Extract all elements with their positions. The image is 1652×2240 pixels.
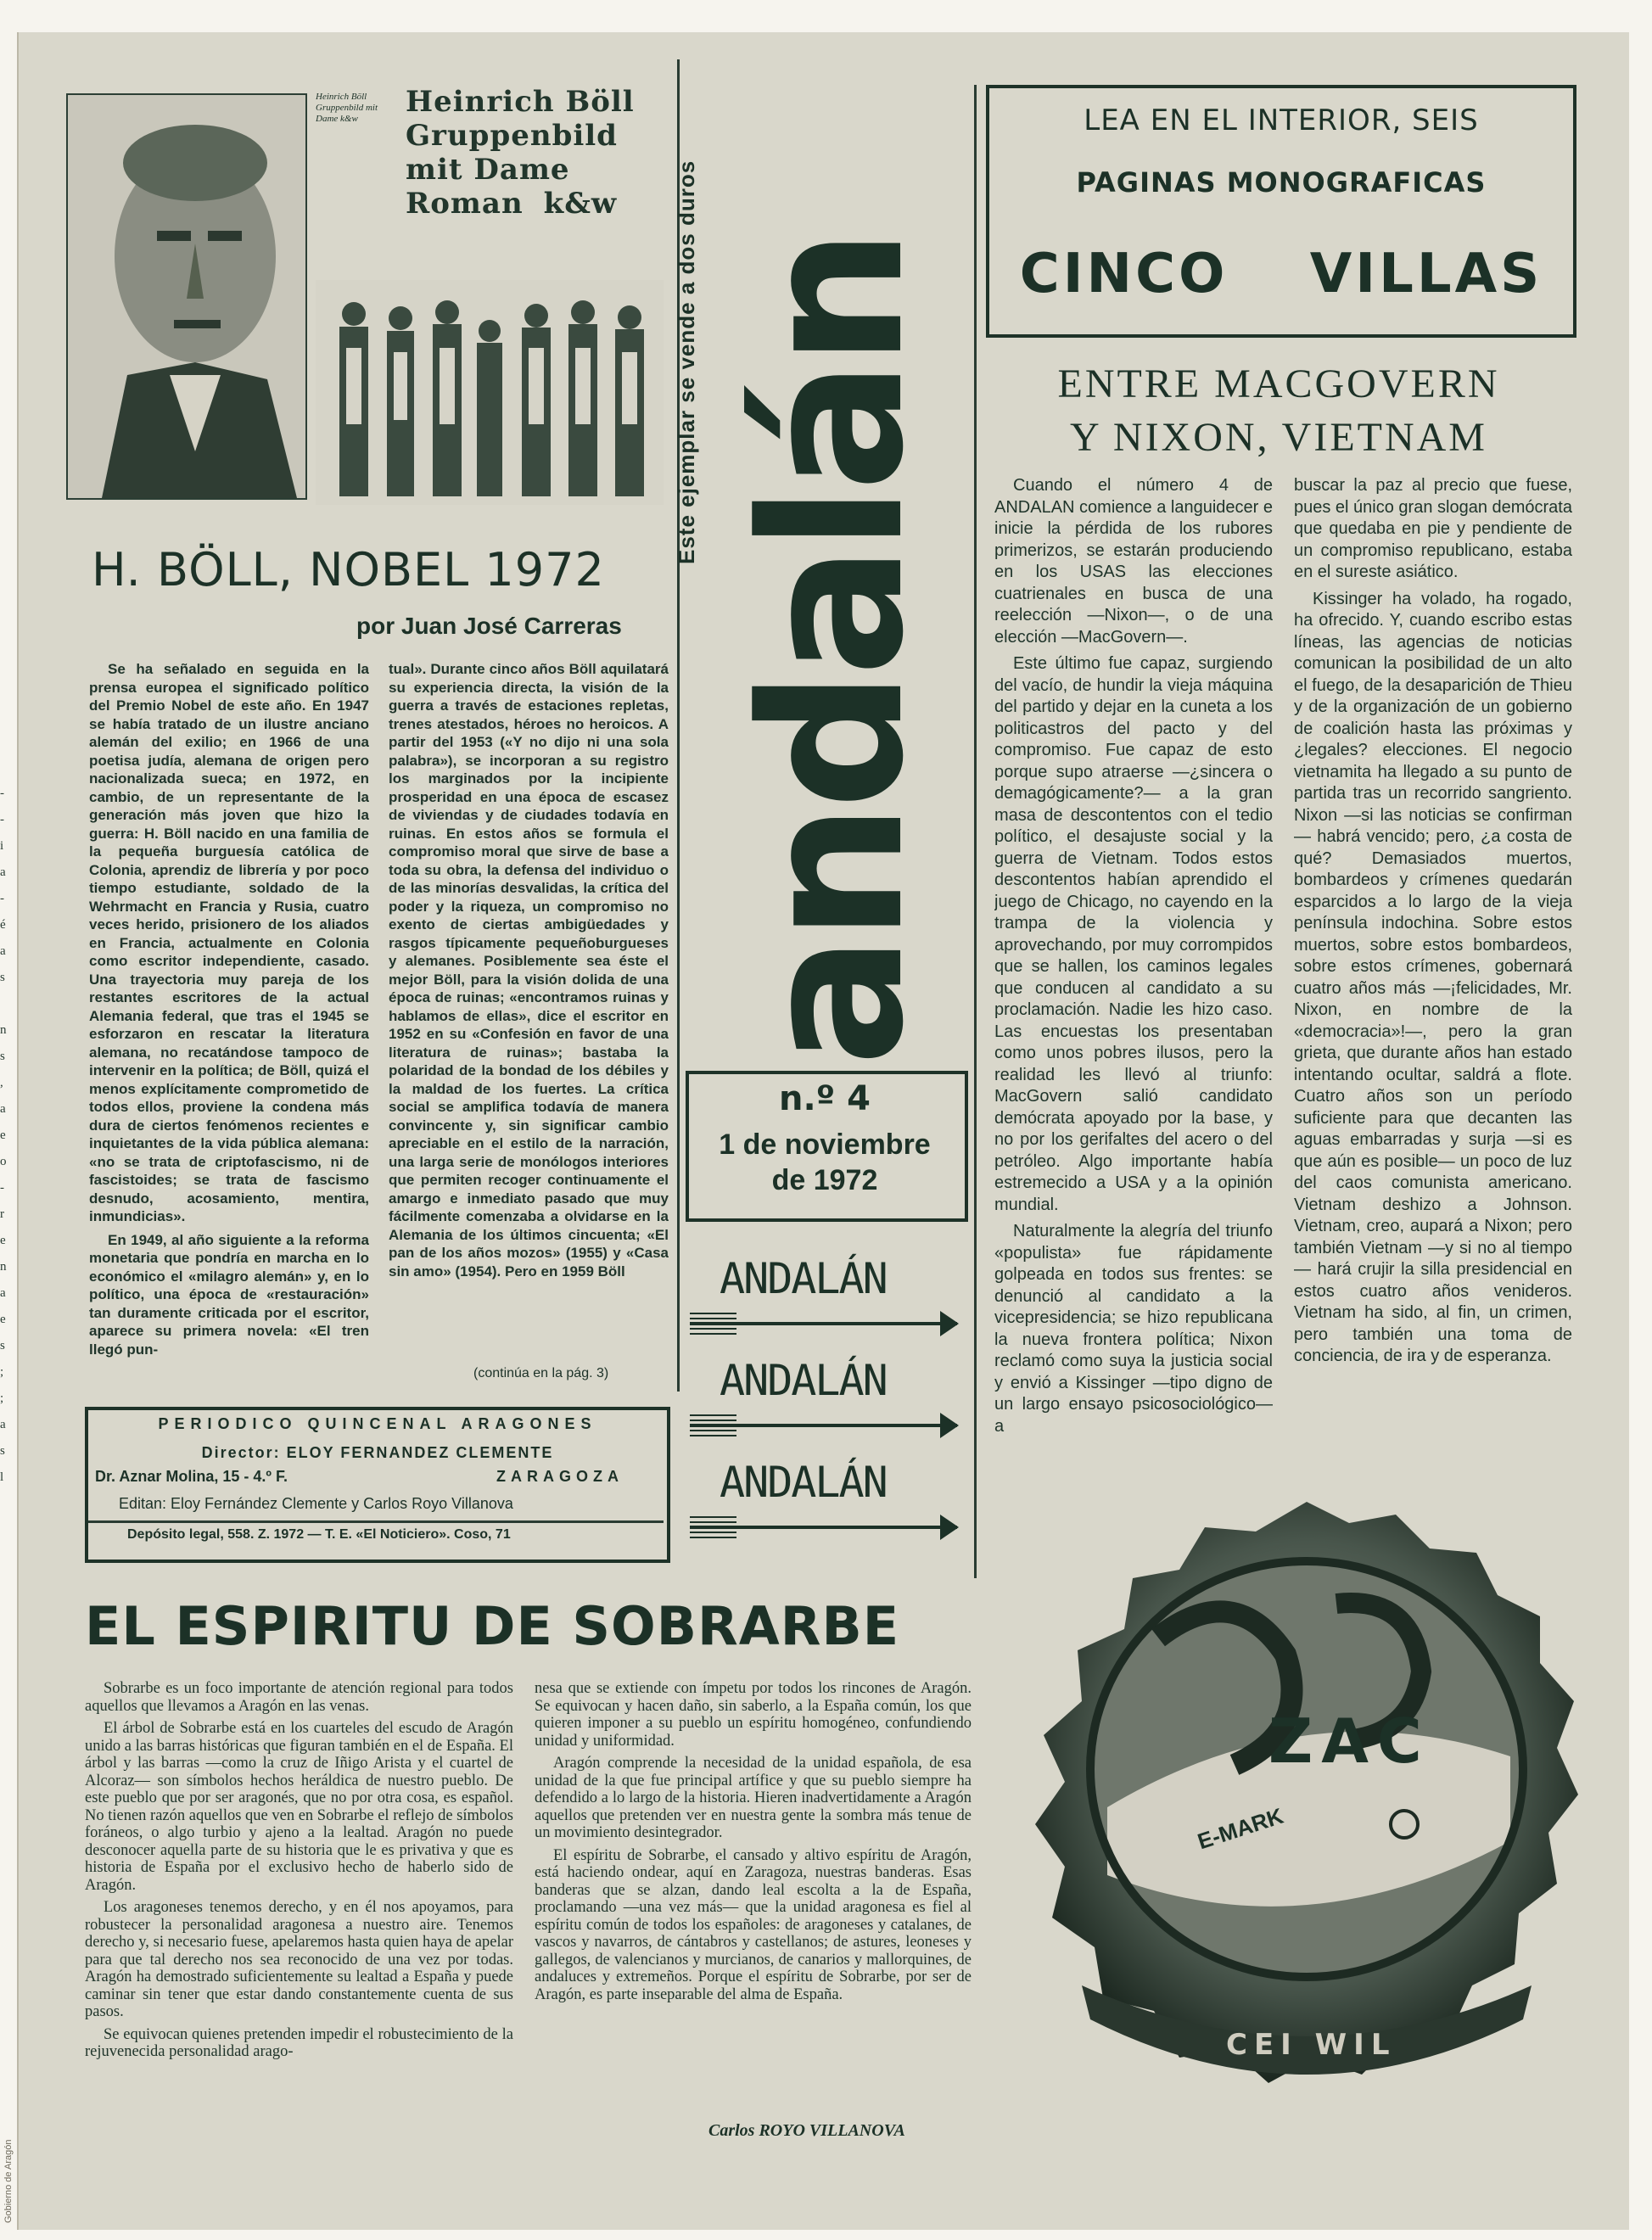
boll-continue-note: (continúa en la pág. 3) xyxy=(473,1366,609,1380)
sobrarbe-col1-para-2: El árbol de Sobrarbe está en los cuarteles del escudo de Aragón unido a las barras históricas que figuran también en el de España. El árbol y las barras —como la cruz de Iñigo Arista y el cuartel de Alcoraz— son símbolos hechos heráldica de nuestro pueblo. De este pueblo que por ser aragonés, que no por otra cosa, es español. No tienen razón aquellos que ven en Sobrarbe el reflejo de símbolos foráneos, o algo turbio y ajeno a la lealtad. Aragón no puede desconocer aquella parte de su historia que le es privativa y que es historia de España por el exclusivo hecho de haberlo sido de Aragón. xyxy=(85,1720,513,1894)
issue-date: 1 de noviembre xyxy=(719,1128,931,1161)
stamp-2 xyxy=(686,1349,966,1442)
issue-year: de 1972 xyxy=(771,1164,878,1196)
fork-icon xyxy=(686,1408,966,1442)
bottle-cap-illustration xyxy=(1014,1476,1599,2147)
vietnam-column-1 xyxy=(994,475,1273,1434)
boll-headline: H. BÖLL, NOBEL 1972 xyxy=(92,543,605,596)
sobrarbe-signature: Carlos ROYO VILLANOVA xyxy=(708,2121,905,2140)
masthead-director: Director: ELOY FERNANDEZ CLEMENTE xyxy=(201,1444,554,1461)
fork-icon xyxy=(686,1510,966,1544)
masthead-city: ZARAGOZA xyxy=(496,1468,624,1485)
boll-col2-para-1: tual». Durante cinco años Böll aquilatará su experiencia directa, la visión de la guerra a través de estaciones repletas, trenes atestados, héroes no heroicos. A partir del 1953 («Y no dijo ni una sola palabra»), se incorporan a su registro los marginados por la incipiente prosperidad en una época de escasez de viviendas y de ciudades todavía en ruinas. En estos años se formula el compromiso moral que sirve de base a toda su obra, la defensa del individuo o de las minorías desvalidas, la crítica del poder y la riqueza, un compromiso no exento de ciertas ambigüedades y rasgos típicamente pequeñoburgueses y alemanes. Posiblemente sea éste el mejor Böll, para la visión dolida de una época de ruinas; «encontramos ruinas y hablamos de ellas», dice el escritor en 1952 en su «Confesión en favor de una literatura de ruinas»; bastaba la polaridad de la bondad de los débiles y la maldad de los fuertes. La crítica social se amplifica todavía de manera convincente y, sin significar cambio apreciable en el estilo de la narración, una larga serie de monólogos interiores que permiten recoger continuamente el amargo e inmediato pasado que muy fácilmente comenzaba a olvidarse en la Alemania de los últimos cincuenta; «El pan de los años mozos» (1955) y «Casa sin amo» (1954). Pero en 1959 Böll xyxy=(389,661,669,1280)
boll-column-2 xyxy=(389,660,669,1371)
vietnam-headline-1: ENTRE MACGOVERN xyxy=(1057,361,1500,406)
stamp-3-text: ANDALÁN xyxy=(720,1458,887,1507)
cap-letters: ZAC xyxy=(1268,1705,1431,1777)
vietnam-column-2 xyxy=(1294,475,1572,1434)
banner-title: Gruppenbild xyxy=(406,119,618,153)
promo-line-1: LEA EN EL INTERIOR, SEIS xyxy=(1084,104,1479,137)
andalan-logo: andalán xyxy=(720,234,947,1067)
stamp-2-text: ANDALÁN xyxy=(720,1356,887,1405)
boll-portrait-photo xyxy=(66,93,307,500)
masthead-editors: Editan: Eloy Fernández Clemente y Carlos Royo Villanova xyxy=(119,1495,513,1512)
book-banner xyxy=(406,85,652,221)
sobrarbe-column-2 xyxy=(535,1680,972,2117)
sobrarbe-col2-para-1: nesa que se extiende con ímpetu por todos los rincones de Aragón. Se equivocan y hacen daño, sin saberlo, a la España común, los que quieren imponer a su pueblo un espíritu homogéneo, confundiendo unidad y uniformidad. xyxy=(535,1680,972,1750)
vietnam-col2-para-2: Kissinger ha volado, ha rogado, ha ofrecido. Y, cuando escribo estas líneas, las agencias de noticias comunican la posibilidad de un alto el fuego, de la desaparición de Thieu y de la organización de un gobierno de coalición hasta las próximas y ¿legales? elecciones. El negocio vietnamita ha llegado a su punto de partida tras un recorrido sangriento. Nixon —si las noticias se confirman— habrá vencido; pero, ¿a costa de qué? Demasiados muertos, bombardeos y crímenes quedarán esparcidos a lo largo de la vieja península indochina. Sobre estos muertos, sobre estos bombardeos, sobre estos crímenes, gobernará cuatro años más —¡felicidades, Mr. Nixon, en nombre de la «democracia»!—, pero la gran grieta, que durante años han estado intentando ocultar, saldrá a flote. Cuatro años son un período suficiente para que decanten las aguas embarradas y surja —si es que aún es posible— un poco de luz del caos comunista americano. Vietnam deshizo a Johnson. Vietnam, creo, aupará a Nixon; pero también Vietnam —y si no al tiempo— hará crujir la silla presidencial en estos cuatro años venideros. Vietnam ha sido, al fin, un crimen, pero también una toma de conciencia, de ira y de esperanza. xyxy=(1294,589,1572,1365)
banner-author: Heinrich Böll xyxy=(406,85,635,119)
boll-byline: por Juan José Carreras xyxy=(356,613,622,639)
logo-wrap xyxy=(713,78,967,1071)
sobrarbe-col1-para-4: Se equivocan quienes pretenden impedir el robustecimiento de la rejuvenecida personalidad arago- xyxy=(85,2025,513,2060)
cap-rim-text: CEI WIL xyxy=(1226,2028,1397,2062)
vietnam-col1-para-2: Este último fue capaz, surgiendo del vacío, de hundir la vieja máquina del partido y dejar en la cuneta a los politicastros del pacto y del compromiso. Fue capaz de esto porque supo atraerse —¿sincera o demagógicamente?— a la gran masa de descontentos con el tedio político, el desajuste social y la guerra de Vietnam. Todos estos descontentos habían aprendido el juego de Chicago, no cayendo en la trampa de la violencia y aprovechando, por muy corrompidos que se hallen, los caminos legales que conducen al candidato a su proclamación. Nadie les hizo caso. Las encuestas los presentaban como unos pobres ilusos, pero la realidad les llevó al triunfo: MacGovern salió candidato demócrata apoyado por la base, y no por los gerifaltes del acero o del petróleo. Algo importante había estremecido a USA y a la opinión mundial. xyxy=(994,654,1273,1214)
vietnam-col1-para-1: Cuando el número 4 de ANDALAN comience a languidecer e inicie la pérdida de los rubores primerizos, se estarán produciendo en los USAS las elecciones cuatrienales en busca de una reelección —Nixon—, o de una elección —MacGovern—. xyxy=(994,476,1273,647)
column-rule-right xyxy=(974,85,977,1578)
sobrarbe-col2-para-2: Aragón comprende la necesidad de la unidad española, de esa unidad de la que fue principal artífice y que su pueblo siempre ha defendido a lo largo de la historia. Hieren inadvertidamente a Aragón aquellos que pretenden ver en nuestra gente la sombra más tenue de un movimiento desintegrador. xyxy=(535,1755,972,1841)
stamp-1-text: ANDALÁN xyxy=(720,1254,887,1303)
vietnam-headline-2: Y NIXON, VIETNAM xyxy=(1070,415,1487,460)
boll-portrait-illustration xyxy=(68,95,305,498)
andalan-stamps xyxy=(686,1247,966,1561)
cap-mark: E-MARK xyxy=(1194,1802,1286,1855)
boll-col1-para-2: En 1949, al año siguiente a la reforma monetaria que pondría en marcha en lo económico el «milagro alemán» y, en lo político, una época de «restauración» tan duramente criticada por el escritor, aparece su primera novela: «El tren llegó pun- xyxy=(89,1231,369,1358)
promo-line-3: CINCO VILLAS xyxy=(1019,243,1543,305)
price-note-wrap xyxy=(670,85,704,568)
issue-number: n.º 4 xyxy=(779,1079,871,1118)
sobrarbe-col1-para-1: Sobrarbe es un foco importante de atención regional para todos aquellos que llevamos a Aragón en las venas. xyxy=(85,1680,513,1715)
stamp-3 xyxy=(686,1451,966,1544)
left-page-edge-fragment: - - i a - é a s n s , a e o - r e n a e s ; ; a s l xyxy=(0,787,7,1484)
fork-icon xyxy=(686,1307,966,1341)
group-photo xyxy=(316,280,664,505)
archive-footer-note: Gobierno de Aragón xyxy=(3,2139,14,2223)
sobrarbe-headline: EL ESPIRITU DE SOBRARBE xyxy=(85,1595,900,1657)
vietnam-col2-para-1: buscar la paz al precio que fuese, pues el único gran slogan demócrata que quedaba en pie y pendiente de un compromiso republicano, estaba en el sureste asiático. xyxy=(1294,476,1572,581)
vietnam-col1-para-3: Naturalmente la alegría del triunfo «populista» fue rápidamente golpeada en todos sus frentes: se denunció al candidato a la vicepresidencia; se hizo republicana la nueva frontera política; Nixon reclamó como suya la justicia social y envió a Kissinger —tipo digno de un largo ensayo psicosociológico— a xyxy=(994,1222,1273,1434)
banner-subtitle: mit Dame xyxy=(406,153,570,187)
promo-line-2: PAGINAS MONOGRAFICAS xyxy=(1076,166,1487,199)
boll-column-1 xyxy=(89,660,369,1386)
stamp-1 xyxy=(686,1247,966,1341)
sobrarbe-col1-para-3: Los aragoneses tenemos derecho, y en él nos apoyamos, para robustecer la personalidad aragonesa a nuestro aire. Tenemos derecho y, si necesario fuese, apelaremos hasta quien haya de apelar para que tal derecho nos sea reconocido de una vez por todas. Aragón ha demostrado suficientemente su lealtad a España y puede caminar sin tener que estar dando constantemente cuenta de sus pasos. xyxy=(85,1899,513,2020)
masthead-periodico: PERIODICO QUINCENAL ARAGONES xyxy=(158,1415,597,1432)
masthead-divider xyxy=(88,1520,664,1523)
sobrarbe-column-1 xyxy=(85,1680,513,2151)
price-note: Este ejemplar se vende a dos duros xyxy=(674,160,699,564)
group-figures-illustration xyxy=(316,280,664,505)
masthead-address: Dr. Aznar Molina, 15 - 4.º F. xyxy=(95,1468,288,1485)
banner-publisher: k&w xyxy=(543,187,618,221)
masthead-legal: Depósito legal, 558. Z. 1972 — T. E. «El Noticiero». Coso, 71 xyxy=(127,1527,511,1542)
boll-col1-para-1: Se ha señalado en seguida en la prensa europea el significado político del Premio Nobel de este año. En 1947 se había tratado de un ilustre anciano alemán del exilio; en 1966 de una poetisa judía, alemana de origen pero nacionalizada sueca; en 1972, en cambio, de un representante de la generación más joven que hizo la guerra: H. Böll nacido en una familia de la pequeña burguesía católica de Colonia, aprendiz de librería y por poco tiempo estudiante, soldado de la Wehrmacht en Francia y Rusia, cuatro veces herido, prisionero de los aliados en Francia, actualmente en Colonia como escritor independiente, casado. Una trayectoria muy pareja de los restantes escritores de la actual Alemania federal, que tras el 1945 se esforzaron en rescatar la literatura alemana, no recatándose tampoco de intervenir en la política; de Böll, quizá el menos explícitamente comprometido de todos ellos, proviene la condena más dura de ciertos fenómenos recientes e inquietantes de la vida pública alemana: «no se trata de criptofascismo, ni de fascistoides; se trata de fascismo desnudo, acosamiento, mentira, inmundicias». xyxy=(89,661,369,1224)
sobrarbe-col2-para-3: El espíritu de Sobrarbe, el cansado y altivo espíritu de Aragón, está haciendo ondear, aquí en Zaragoza, nuestras banderas. Esas banderas que se alzan, dando leal escolta a la de España, proclamando —una vez más— que la unidad aragonesa es fiel al espíritu común de todos los españoles: de aragoneses y catalanes, de vascos y navarros, de cántabros y castellanos; de astures, leoneses y gallegos, de valencianos y murcianos, de canarios y mallorquines, de andaluces y extremeños. Porque el espíritu de Sobrarbe, por ser de Aragón, es parte inseparable del alma de España. xyxy=(535,1846,972,2003)
banner-small-caption: Heinrich Böll Gruppenbild mit Dame k&w xyxy=(316,92,378,124)
banner-roman: Roman xyxy=(406,187,524,221)
